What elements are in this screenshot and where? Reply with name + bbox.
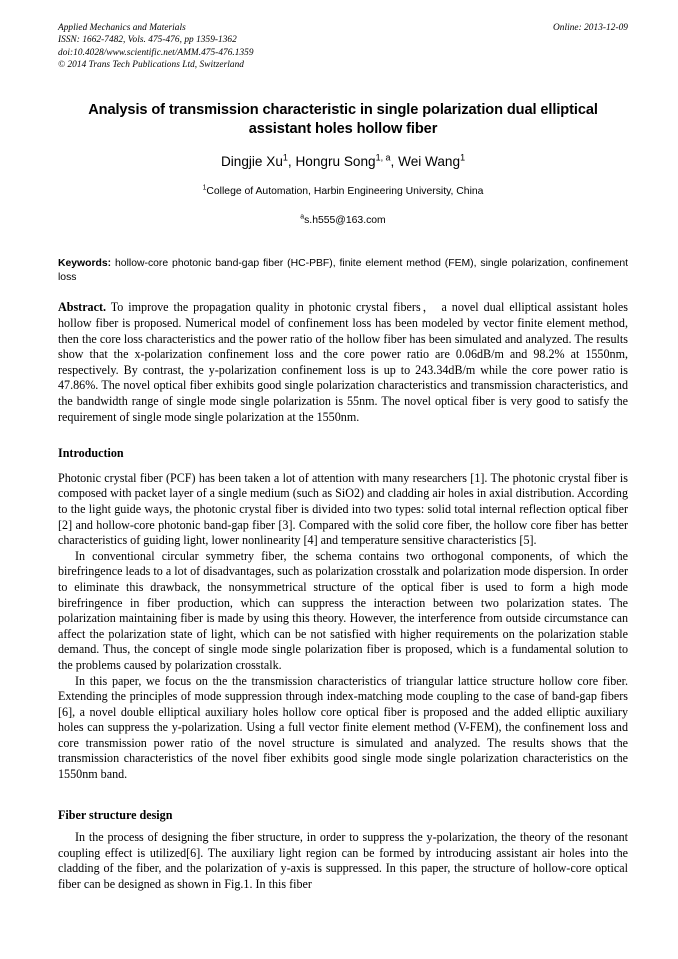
keywords-text: hollow-core photonic band-gap fiber (HC-PBF), finite element method (FEM), single polarization, confinement loss: [58, 257, 628, 284]
author-affil-marker: 1: [282, 152, 288, 163]
email-marker: a: [300, 213, 305, 221]
author-list: [58, 153, 628, 171]
affiliation: [58, 185, 628, 199]
issn-line: ISSN: 1662-7482, Vols. 475-476, pp 1359-1362: [58, 35, 237, 46]
keywords-label: Keywords:: [58, 257, 112, 269]
copyright-line: © 2014 Trans Tech Publications Ltd, Switzerland: [58, 60, 244, 71]
paragraph: Photonic crystal fiber (PCF) has been taken a lot of attention with many researchers [1]. The photonic crystal fiber is composed with packet layer of a single medium (such as SiO2) and cladding air holes in axial distribution. According to the light guide ways, the photonic crystal fiber is divided into two types: solid total internal reflection optical fiber [2] and hollow-core photonic band-gap fiber [3]. Compared with the solid core fiber, the hollow core fiber has better characteristics of guiding light, lower nonlinearity [4] and temperature sensitive characteristics [5].: [58, 470, 628, 548]
author-separator: ,: [287, 153, 296, 169]
author-affil-marker: 1, a: [375, 152, 391, 163]
page-title: Analysis of transmission characteristic in single polarization dual elliptical assistant holes hollow fiber: [88, 101, 598, 138]
author-name: Wei Wang: [398, 153, 461, 169]
section-fiber-structure-design: [58, 808, 628, 893]
author-separator: ,: [390, 153, 399, 169]
paragraph: In the process of designing the fiber structure, in order to suppress the y-polarization, the theory of the resonant coupling effect is utilized[6]. The auxiliary light region can be formed by introducing assistant air holes into the cladding of the fiber, and the polarization of y-axis is suppressed. In this paper, the structure of hollow-core optical fiber can be designed as shown in Fig.1. In this fiber: [58, 830, 628, 892]
masthead: [58, 22, 628, 72]
section-heading: Fiber structure design: [58, 807, 173, 822]
title-block: [58, 101, 628, 228]
abstract-text: To improve the propagation quality in photonic crystal fibers， a novel dual elliptical assistant holes hollow fiber is proposed. Numerical model of confinement loss has been modeled by vector finite element method, then the core loss characteristics and the power ratio of the hollow fiber has been simulated and analyzed. The results show that the x-polarization confinement loss and the core power ratio are 0.06dB/m and 98.2% at 1550nm, respectively. By contrast, the y-polarization confinement loss is up to 243.34dB/m while the core power ratio is 47.86%. The novel optical fiber exhibits good single polarization characteristics and transmission characteristics, and the bandwidth range of single mode single polarization is 55nm. The novel optical fiber is very good to satisfy the requirement of single mode single polarization at the 1550nm.: [58, 300, 628, 424]
journal-name: Applied Mechanics and Materials: [58, 23, 186, 33]
paragraph: In this paper, we focus on the the transmission characteristics of triangular lattice structure hollow core fiber. Extending the principles of mode suppression through index-matching mode coupling to the case of band-gap fibers [6], a novel double elliptical auxiliary holes hollow core optical fiber is proposed and the added elliptic auxiliary holes can suppress the y-polarization. Using a full vector finite element method (V-FEM), the confinement loss and core transmission power ratio of the novel structure is simulated and analyzed. The results shows that the transmission characteristics of the novel fiber exhibits good single mode single polarization characteristics on the 1550nm band.: [58, 673, 628, 782]
abstract-label: Abstract.: [58, 300, 107, 315]
doi-line: doi:10.4028/www.scientific.net/AMM.475-476.1359: [58, 47, 254, 58]
author-affil-marker: 1: [460, 152, 466, 163]
corresponding-email: [58, 214, 628, 228]
keywords-block: [58, 257, 628, 286]
section-heading: Introduction: [58, 446, 124, 461]
affiliation-marker: 1: [202, 184, 207, 192]
email-text: s.h555@163.com: [304, 214, 386, 226]
paragraph: In conventional circular symmetry fiber, the schema contains two orthogonal components, of which the birefringence leads to a lot of disadvantages, such as polarization crosstalk and polarization mode dispersion. In order to eliminate this drawback, the nonsymmetrical structure of the optical fiber is used to form a high mode birefringence in fiber production, which can suppress the interaction between two polarization states. The polarization maintaining fiber is made by using this theory. However, the interference from outside circumstance can affect the polarization state of light, which can be not satisfied with higher requirements on the polarization stable demand. Thus, the concept of single mode single polarization fiber is proposed, which is a fundamental solution to the problems caused by polarization crosstalk.: [58, 548, 628, 672]
online-date: Online: 2013-12-09: [552, 23, 628, 33]
affiliation-text: College of Automation, Harbin Engineering University, China: [206, 185, 484, 197]
author-name: Dingjie Xu: [220, 153, 283, 169]
abstract-block: [58, 300, 628, 425]
author-name: Hongru Song: [295, 153, 376, 169]
section-introduction: [58, 446, 628, 782]
